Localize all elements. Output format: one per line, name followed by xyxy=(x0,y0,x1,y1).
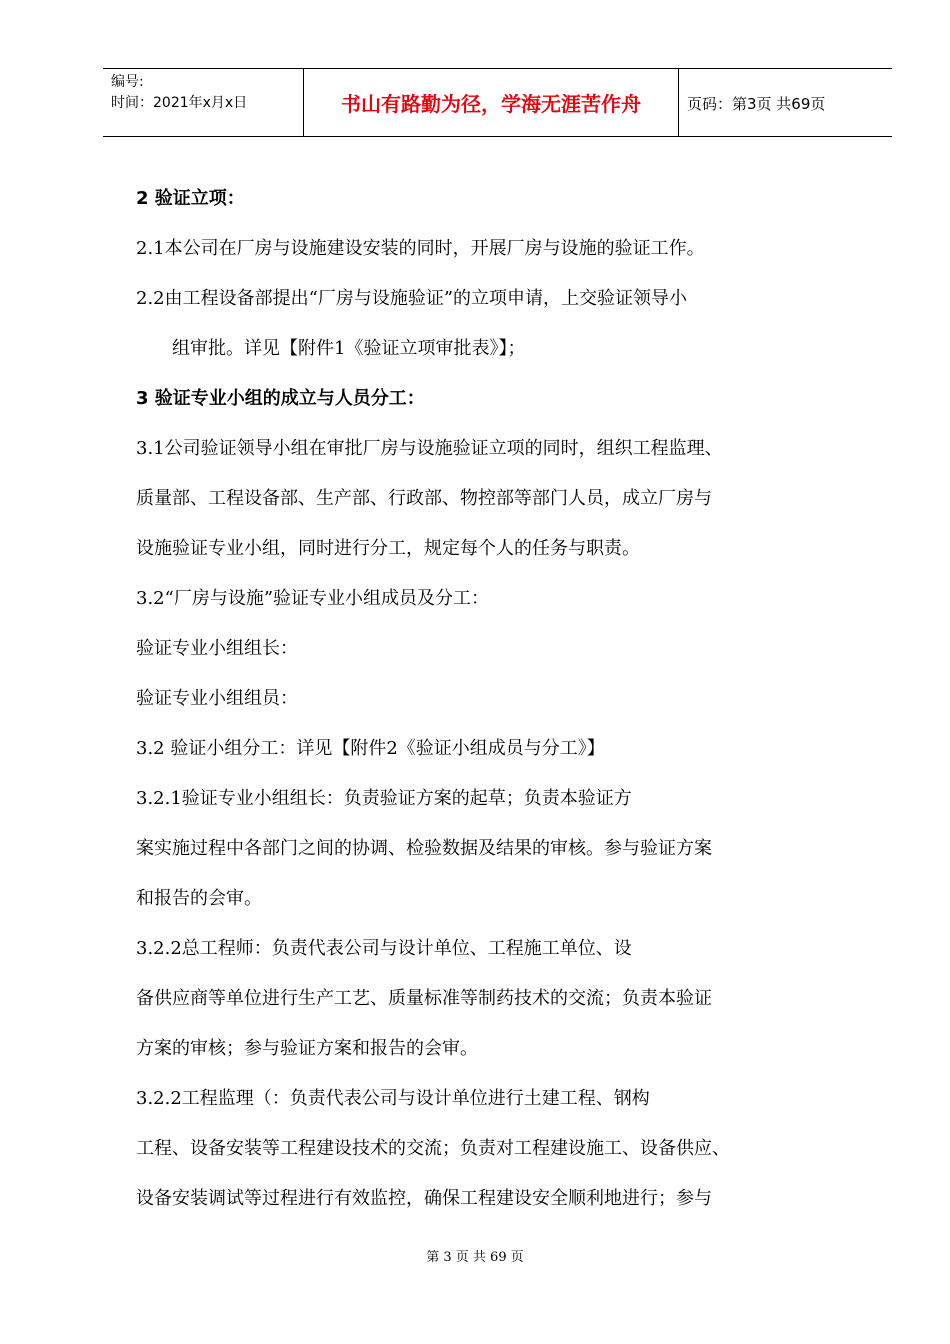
paragraph-line: 3.2 验证小组分工：详见【附件2《验证小组成员与分工》】 xyxy=(136,738,605,759)
header-page-number: 页码：第3页 共69页 xyxy=(687,95,826,113)
header-divider xyxy=(678,69,679,136)
paragraph-line: 设施验证专业小组，同时进行分工，规定每个人的任务与职责。 xyxy=(136,538,640,559)
paragraph-line: 2.2由工程设备部提出“厂房与设施验证”的立项申请，上交验证领导小 xyxy=(136,288,688,309)
section-heading: 3 验证专业小组的成立与人员分工： xyxy=(136,388,425,409)
page-footer: 第 3 页 共 69 页 xyxy=(426,1250,524,1265)
paragraph-line: 验证专业小组组长： xyxy=(136,638,298,659)
paragraph-line: 3.2.1验证专业小组组长：负责验证方案的起草；负责本验证方 xyxy=(136,788,632,809)
paragraph-line: 3.2“厂房与设施”验证专业小组成员及分工： xyxy=(136,588,490,609)
paragraph-line: 3.2.2工程监理（：负责代表公司与设计单位进行土建工程、钢构 xyxy=(136,1088,650,1109)
header-meta xyxy=(111,72,247,114)
page-header xyxy=(103,68,892,137)
paragraph-line: 质量部、工程设备部、生产部、行政部、物控部等部门人员，成立厂房与 xyxy=(136,488,712,509)
paragraph-line: 方案的审核；参与验证方案和报告的会审。 xyxy=(136,1038,478,1059)
date-label: 时间：2021年x月x日 xyxy=(111,95,248,111)
paragraph-line: 组审批。详见【附件1《验证立项审批表》】； xyxy=(172,338,526,359)
paragraph-line: 3.1公司验证领导小组在审批厂房与设施验证立项的同时，组织工程监理、 xyxy=(136,438,723,459)
header-motto: 书山有路勤为径，学海无涯苦作舟 xyxy=(341,92,641,116)
paragraph-line: 工程、设备安装等工程建设技术的交流；负责对工程建设施工、设备供应、 xyxy=(136,1138,730,1159)
paragraph-line: 3.2.2总工程师：负责代表公司与设计单位、工程施工单位、设 xyxy=(136,938,632,959)
number-label: 编号: xyxy=(111,74,144,90)
paragraph-line: 备供应商等单位进行生产工艺、质量标准等制药技术的交流；负责本验证 xyxy=(136,988,712,1009)
document-body xyxy=(136,174,866,1224)
paragraph-line: 设备安装调试等过程进行有效监控，确保工程建设安全顺利地进行；参与 xyxy=(136,1188,712,1209)
paragraph-line: 验证专业小组组员： xyxy=(136,688,298,709)
paragraph-line: 和报告的会审。 xyxy=(136,888,262,909)
paragraph-line: 2.1本公司在厂房与设施建设安装的同时，开展厂房与设施的验证工作。 xyxy=(136,238,705,259)
paragraph-line: 案实施过程中各部门之间的协调、检验数据及结果的审核。参与验证方案 xyxy=(136,838,712,859)
section-heading: 2 验证立项： xyxy=(136,188,245,209)
